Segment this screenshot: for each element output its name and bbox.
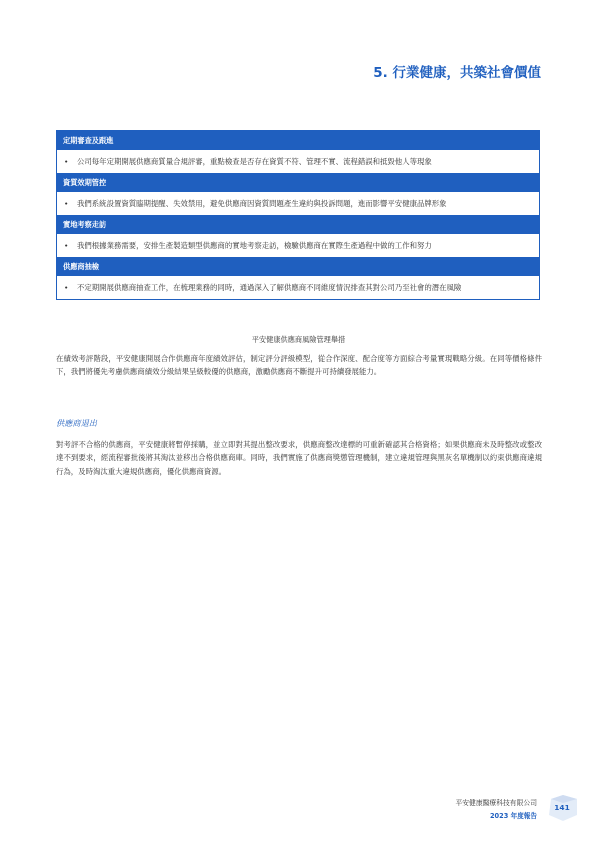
table-heading: 供應商抽檢 bbox=[57, 257, 539, 276]
section-title: 5. 行業健康，共築社會價值 bbox=[373, 65, 541, 81]
bullet: • bbox=[64, 157, 69, 166]
risk-measures-table bbox=[56, 130, 540, 300]
table-item bbox=[57, 234, 539, 257]
body-paragraph: 在績效考評階段，平安健康開展合作供應商年度績效評估，制定評分評級模型，從合作深度、配合度等方面綜合考量實現戰略分級。在同等價格條件下，我們將優先考慮供應商績效分級結果呈級較優的供應商，激勵供應商不斷提升可持續發展能力。 bbox=[56, 354, 542, 377]
table-heading: 定期審查及跟進 bbox=[57, 131, 539, 150]
page-number: 141 bbox=[554, 803, 570, 812]
footer-report-title: 2023 年度報告 bbox=[489, 812, 537, 820]
table-item bbox=[57, 192, 539, 215]
table-item-text: 我們系統設置資質臨期提醒、失效禁用，避免供應商因資質問題產生違約與投訴問題，進而影響平安健康品牌形象 bbox=[77, 199, 447, 208]
table-item-text: 公司每年定期開展供應商質量合規評審，重點檢查是否存在資質不符、管理不實、流程錯誤和抵毀他人等現象 bbox=[77, 157, 432, 166]
table-heading: 實地考察走訪 bbox=[57, 215, 539, 234]
table-item-text: 不定期開展供應商抽查工作，在梳理業務的同時，通過深入了解供應商不同維度情況排查其對公司乃至社會的潛在風險 bbox=[77, 283, 462, 292]
bullet: • bbox=[64, 241, 69, 250]
footer-company-name: 平安健康醫療科技有限公司 bbox=[455, 799, 537, 807]
table-item bbox=[57, 150, 539, 173]
table-item-text: 我們根據業務需要，安排生產製造類型供應商的實地考察走訪，檢驗供應商在實際生產過程中做的工作和努力 bbox=[77, 241, 432, 250]
table-item bbox=[57, 276, 539, 299]
body-paragraph: 對考評不合格的供應商，平安健康將暫停採購，並立即對其提出整改要求，供應商整改達標的可重新確認其合格資格；如果供應商未及時整改或整改達不到要求，經流程審批後將其淘汰並移出合格供應商庫。同時，我們實施了供應商獎懲管理機制，建立違規管理與黑灰名單機制以約束供應商違規行為，及時淘汰重大違規供應商，優化供應商資源。 bbox=[56, 440, 542, 476]
bullet: • bbox=[64, 199, 69, 208]
subheading: 供應商退出 bbox=[56, 418, 97, 428]
table-heading: 資質效期管控 bbox=[57, 173, 539, 192]
bullet: • bbox=[64, 283, 69, 292]
table-caption: 平安健康供應商風險管理舉措 bbox=[251, 335, 346, 344]
